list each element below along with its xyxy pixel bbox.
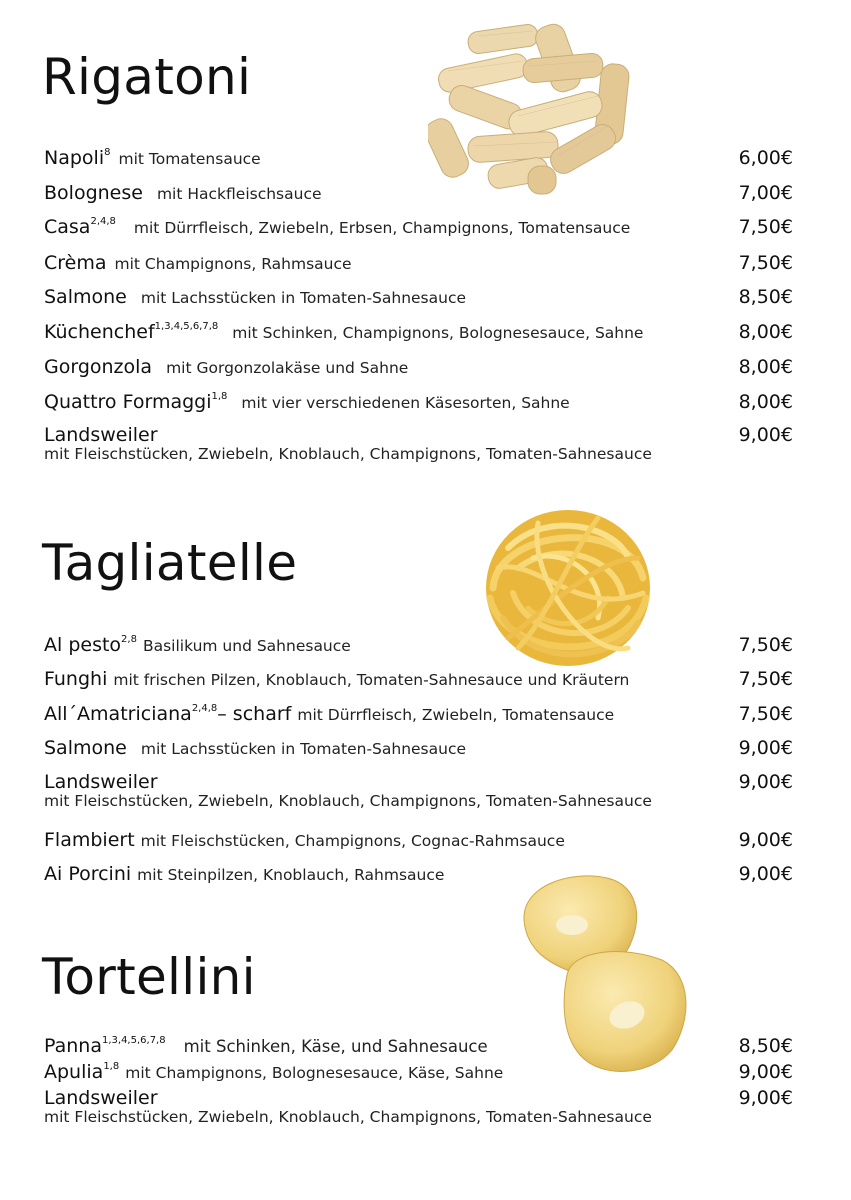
item-price: 9,00€ xyxy=(738,1087,793,1109)
menu-item xyxy=(44,354,793,384)
menu-item xyxy=(44,319,793,349)
item-price: 9,00€ xyxy=(738,771,793,793)
menu-item xyxy=(44,827,793,857)
item-description: mit Schinken, Champignons, Bolognesesauce, Sahne xyxy=(232,324,644,342)
item-price: 8,00€ xyxy=(738,356,793,378)
item-name: Apulia xyxy=(44,1061,104,1083)
menu-item xyxy=(44,666,793,696)
allergen-codes: 1,8 xyxy=(103,1061,120,1072)
item-price: 6,00€ xyxy=(738,147,793,169)
item-price: 8,00€ xyxy=(738,321,793,343)
item-price: 7,50€ xyxy=(738,634,793,656)
item-description: mit Hackfleischsauce xyxy=(156,185,322,203)
item-description: mit frischen Pilzen, Knoblauch, Tomaten-Sahnesauce und Kräutern xyxy=(113,671,630,689)
item-price: 9,00€ xyxy=(738,1061,793,1083)
item-price: 9,00€ xyxy=(738,863,793,885)
menu-item xyxy=(44,632,793,662)
item-description: mit Champignons, Rahmsauce xyxy=(114,255,352,273)
item-price: 9,00€ xyxy=(738,424,793,446)
item-name: Landsweiler xyxy=(44,424,158,446)
allergen-codes: 8 xyxy=(104,147,111,158)
item-description: mit Fleischstücken, Champignons, Cognac-Rahmsauce xyxy=(140,832,565,850)
item-name: All´Amatriciana xyxy=(44,703,192,725)
item-description: mit Champignons, Bolognesesauce, Käse, Sahne xyxy=(125,1064,504,1082)
allergen-codes: 1,8 xyxy=(211,391,228,402)
item-price: 7,50€ xyxy=(738,703,793,725)
section-title-tortellini: Tortellini xyxy=(42,948,256,1006)
item-description: mit Fleischstücken, Zwiebeln, Knoblauch, Champignons, Tomaten-Sahnesauce xyxy=(44,792,652,810)
item-name: Küchenchef xyxy=(44,321,155,343)
item-name: Napoli xyxy=(44,147,105,169)
menu-item xyxy=(44,701,793,731)
item-price: 7,50€ xyxy=(738,668,793,690)
spicy-label: – scharf xyxy=(217,703,292,725)
section-title-tagliatelle: Tagliatelle xyxy=(42,534,298,592)
item-name: Gorgonzola xyxy=(44,356,153,378)
item-description: mit Steinpilzen, Knoblauch, Rahmsauce xyxy=(137,866,445,884)
allergen-codes: 2,4,8 xyxy=(90,216,116,227)
menu-item xyxy=(44,389,793,419)
item-description: mit Dürrfleisch, Zwiebeln, Erbsen, Champignons, Tomatensauce xyxy=(133,219,631,237)
item-name: Funghi xyxy=(44,668,108,690)
item-name: Crèma xyxy=(44,252,107,274)
item-name: Panna xyxy=(44,1035,102,1057)
item-price: 8,50€ xyxy=(738,286,793,308)
item-description: mit Lachsstücken in Tomaten-Sahnesauce xyxy=(140,740,467,758)
item-name: Ai Porcini xyxy=(44,863,132,885)
item-description: mit Tomatensauce xyxy=(118,150,261,168)
item-name: Bolognese xyxy=(44,182,143,204)
item-name: Al pesto xyxy=(44,634,122,656)
item-price: 8,50€ xyxy=(738,1035,793,1057)
item-description: mit vier verschiedenen Käsesorten, Sahne xyxy=(241,394,570,412)
item-price: 9,00€ xyxy=(738,737,793,759)
allergen-codes: 2,4,8 xyxy=(191,703,218,714)
menu-item xyxy=(44,145,793,175)
item-price: 7,50€ xyxy=(738,252,793,274)
menu-item xyxy=(44,769,793,819)
section-title-rigatoni: Rigatoni xyxy=(42,48,252,106)
item-price: 8,00€ xyxy=(738,391,793,413)
item-name: Salmone xyxy=(44,737,127,759)
item-name: Casa xyxy=(44,216,91,238)
item-price: 9,00€ xyxy=(738,829,793,851)
item-description: mit Gorgonzolakäse und Sahne xyxy=(166,359,409,377)
allergen-codes: 1,3,4,5,6,7,8 xyxy=(101,1035,166,1046)
item-name: Quattro Formaggi xyxy=(44,391,212,413)
item-price: 7,00€ xyxy=(738,182,793,204)
item-description: mit Lachsstücken in Tomaten-Sahnesauce xyxy=(140,289,467,307)
item-description: mit Schinken, Käse, und Sahnesauce xyxy=(183,1037,488,1056)
allergen-codes: 1,3,4,5,6,7,8 xyxy=(154,321,219,332)
item-name: Landsweiler xyxy=(44,771,158,793)
menu-item xyxy=(44,284,793,314)
item-description: Basilikum und Sahnesauce xyxy=(142,637,351,655)
item-description: mit Fleischstücken, Zwiebeln, Knoblauch, Champignons, Tomaten-Sahnesauce xyxy=(44,1108,652,1126)
menu-item xyxy=(44,180,793,210)
item-description: mit Fleischstücken, Zwiebeln, Knoblauch, Champignons, Tomaten-Sahnesauce xyxy=(44,445,652,463)
item-name: Flambiert xyxy=(44,829,135,851)
menu-item xyxy=(44,1085,793,1135)
menu-item xyxy=(44,214,793,244)
item-price: 7,50€ xyxy=(738,216,793,238)
item-description: mit Dürrfleisch, Zwiebeln, Tomatensauce xyxy=(297,706,615,724)
item-name: Salmone xyxy=(44,286,127,308)
menu-item xyxy=(44,422,793,472)
menu-item xyxy=(44,250,793,280)
item-name: Landsweiler xyxy=(44,1087,158,1109)
allergen-codes: 2,8 xyxy=(121,634,137,645)
menu-item xyxy=(44,735,793,765)
